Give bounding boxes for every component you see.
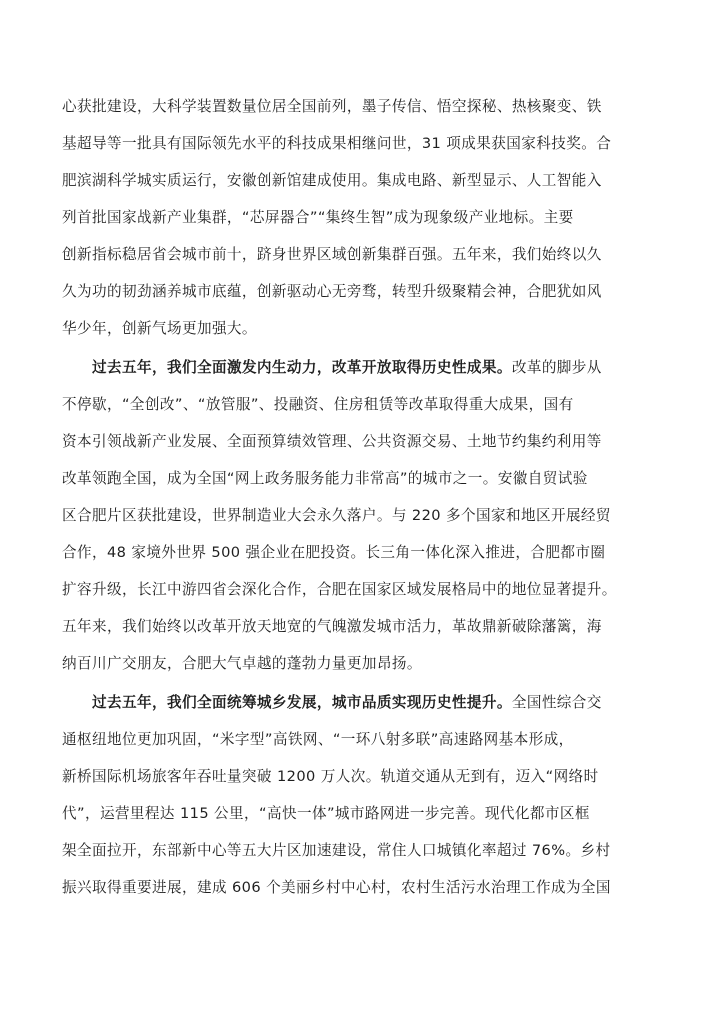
paragraph-urban-rural <box>62 684 660 906</box>
text-line: 改革领跑全国，成为全国“网上政务服务能力非常高”的城市之一。安徽自贸试验 <box>62 470 588 487</box>
text-line: 振兴取得重要进展，建成 606 个美丽乡村中心村，农村生活污水治理工作成为全国 <box>62 879 611 896</box>
document-page <box>62 88 660 906</box>
text-line: 新桥国际机场旅客年吞吐量突破 1200 万人次。轨道交通从无到有，迈入“网络时 <box>62 768 599 785</box>
text-line: 久为功的韧劲涵养城市底蕴，创新驱动心无旁骛，转型升级聚精会神，合肥犹如风 <box>62 283 602 300</box>
text-line: 架全面拉开，东部新中心等五大片区加速建设，常住人口城镇化率超过 76%。乡村 <box>62 842 611 859</box>
paragraph-lead-heading: 过去五年，我们全面激发内生动力，改革开放取得历史性成果。 <box>92 359 512 376</box>
text-line: 肥滨湖科学城实质运行，安徽创新馆建成使用。集成电路、新型显示、人工智能入 <box>62 172 602 189</box>
paragraph-reform <box>62 349 660 682</box>
text-line: 华少年，创新气场更加强大。 <box>62 320 257 337</box>
paragraph-lead-heading: 过去五年，我们全面统筹城乡发展，城市品质实现历史性提升。 <box>92 694 512 711</box>
text-line: 代”，运营里程达 115 公里，“高快一体”城市路网进一步完善。现代化都市区框 <box>62 805 590 822</box>
text-line: 资本引领战新产业发展、全面预算绩效管理、公共资源交易、土地节约集约利用等 <box>62 433 602 450</box>
text-run: 全国性综合交 <box>511 694 602 711</box>
text-line: 区合肥片区获批建设，世界制造业大会永久落户。与 220 多个国家和地区开展经贸 <box>62 507 611 524</box>
text-line: 心获批建设，大科学装置数量位居全国前列，墨子传信、悟空探秘、热核聚变、铁 <box>62 98 602 115</box>
text-line: 五年来，我们始终以改革开放天地宽的气魄激发城市活力，革故鼎新破除藩篱，海 <box>62 618 602 635</box>
text-line: 基超导等一批具有国际领先水平的科技成果相继问世，31 项成果获国家科技奖。合 <box>62 135 612 152</box>
text-line-first <box>62 349 660 386</box>
text-line: 列首批国家战新产业集群，“芯屏器合”“集终生智”成为现象级产业地标。主要 <box>62 209 574 226</box>
text-line: 合作，48 家境外世界 500 强企业在肥投资。长三角一体化深入推进，合肥都市圈 <box>62 544 606 561</box>
text-line: 扩容升级，长江中游四省会深化合作，合肥在国家区域发展格局中的地位显著提升。 <box>62 581 617 598</box>
text-line: 不停歇，“全创改”、“放管服”、投融资、住房租赁等改革取得重大成果，国有 <box>62 396 574 413</box>
paragraph-innovation <box>62 88 660 347</box>
text-line: 通枢纽地位更加巩固，“米字型”高铁网、“一环八射多联”高速路网基本形成， <box>62 731 574 748</box>
text-line: 创新指标稳居省会城市前十，跻身世界区域创新集群百强。五年来，我们始终以久 <box>62 246 602 263</box>
text-line: 纳百川广交朋友，合肥大气卓越的蓬勃力量更加昂扬。 <box>62 655 422 672</box>
text-run: 改革的脚步从 <box>511 359 602 376</box>
text-line-first <box>62 684 660 721</box>
